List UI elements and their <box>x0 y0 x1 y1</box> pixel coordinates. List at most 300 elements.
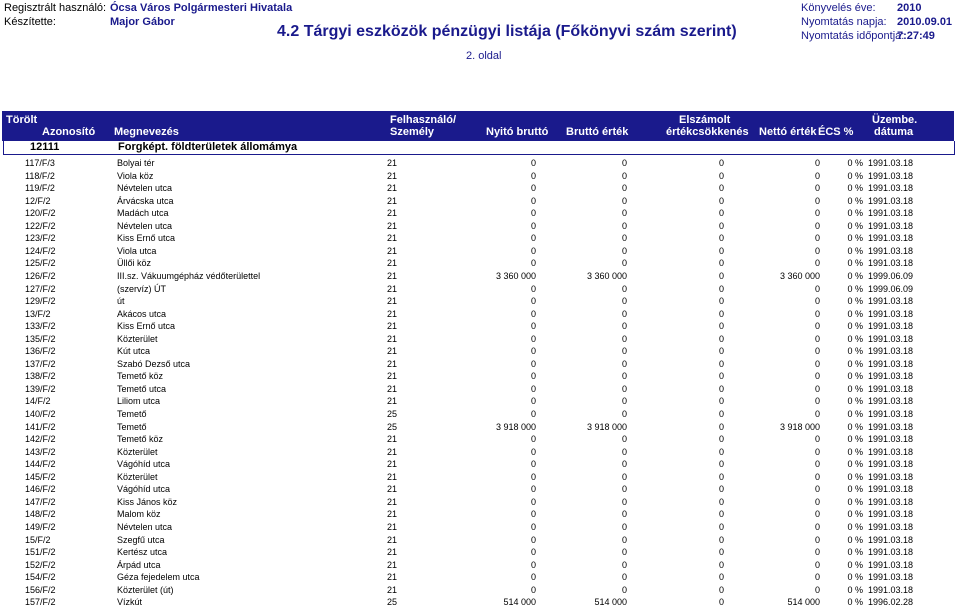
cell-ecs: 0 % <box>847 158 863 168</box>
cell-megnevezes: Temető <box>117 421 147 432</box>
cell-azonosito: 145/F/2 <box>25 471 56 482</box>
cell-felhasznalo: 21 <box>387 158 398 168</box>
print-time-value: 7:27:49 <box>897 30 935 42</box>
cell-nyito-brutto: 0 <box>530 321 536 332</box>
cell-uzembe-datum: 1991.03.18 <box>868 346 914 357</box>
cell-uzembe-datum: 1999.06.09 <box>868 283 914 294</box>
col-megnevezes: Megnevezés <box>114 126 179 138</box>
cell-nyito-brutto: 0 <box>530 258 536 269</box>
cell-nyito-brutto: 0 <box>530 233 536 244</box>
cell-megnevezes: Üllői köz <box>117 258 152 269</box>
group-name: Forgképt. földterületek állomámya <box>118 141 298 153</box>
cell-ecs: 0 % <box>847 270 863 281</box>
cell-elszamolt: 0 <box>718 195 724 206</box>
cell-azonosito: 147/F/2 <box>25 496 56 507</box>
table-row <box>0 483 960 496</box>
cell-nyito-brutto: 0 <box>530 446 536 457</box>
cell-megnevezes: (szervíz) ÚT <box>117 283 166 294</box>
cell-felhasznalo: 21 <box>387 572 398 583</box>
table-row <box>0 421 960 434</box>
cell-nyito-brutto: 0 <box>530 358 536 369</box>
cell-felhasznalo: 21 <box>387 183 398 194</box>
table-row <box>0 559 960 572</box>
cell-netto-ertek: 0 <box>814 208 820 219</box>
cell-brutto-ertek: 0 <box>621 346 627 357</box>
table-row <box>0 270 960 283</box>
cell-felhasznalo: 21 <box>387 446 398 457</box>
cell-nyito-brutto: 0 <box>530 471 536 482</box>
table-row <box>0 383 960 396</box>
cell-megnevezes: Malom köz <box>117 509 161 520</box>
cell-megnevezes: Madách utca <box>117 208 169 219</box>
cell-nyito-brutto: 0 <box>530 572 536 583</box>
cell-netto-ertek: 0 <box>814 321 820 332</box>
cell-brutto-ertek: 0 <box>621 208 627 219</box>
cell-netto-ertek: 0 <box>814 170 820 181</box>
cell-uzembe-datum: 1991.03.18 <box>868 183 914 194</box>
cell-uzembe-datum: 1991.03.18 <box>868 434 914 445</box>
table-row <box>0 320 960 333</box>
cell-brutto-ertek: 0 <box>621 220 627 231</box>
cell-azonosito: 122/F/2 <box>25 220 56 231</box>
cell-elszamolt: 0 <box>718 496 724 507</box>
col-felhasznalo: Felhasználó/ <box>390 114 457 126</box>
cell-azonosito: 117/F/3 <box>25 158 55 168</box>
cell-elszamolt: 0 <box>718 208 724 219</box>
table-row <box>0 345 960 358</box>
cell-netto-ertek: 0 <box>814 484 820 495</box>
cell-brutto-ertek: 3 918 000 <box>586 421 627 432</box>
cell-nyito-brutto: 0 <box>530 534 536 545</box>
cell-megnevezes: Közterület <box>117 333 158 344</box>
cell-elszamolt: 0 <box>718 283 724 294</box>
cell-nyito-brutto: 0 <box>530 195 536 206</box>
cell-netto-ertek: 0 <box>814 396 820 407</box>
cell-nyito-brutto: 514 000 <box>503 597 536 608</box>
cell-azonosito: 136/F/2 <box>25 346 56 357</box>
cell-netto-ertek: 0 <box>814 409 820 419</box>
cell-uzembe-datum: 1991.03.18 <box>868 409 914 419</box>
col-brutto-ertek: Bruttó érték <box>566 126 629 138</box>
col-datuma: dátuma <box>874 126 914 138</box>
cell-brutto-ertek: 0 <box>621 509 627 520</box>
cell-ecs: 0 % <box>847 484 863 495</box>
cell-ecs: 0 % <box>847 446 863 457</box>
cell-ecs: 0 % <box>847 534 863 545</box>
cell-nyito-brutto: 0 <box>530 333 536 344</box>
print-time-label: Nyomtatás időpontja: <box>801 30 905 42</box>
col-nyito-brutto: Nyitó bruttó <box>486 126 549 138</box>
cell-megnevezes: Temető köz <box>117 434 164 445</box>
table-row <box>0 358 960 371</box>
table-row <box>0 157 960 170</box>
cell-ecs: 0 % <box>847 346 863 357</box>
cell-ecs: 0 % <box>847 371 863 382</box>
cell-ecs: 0 % <box>847 547 863 558</box>
cell-brutto-ertek: 3 360 000 <box>586 270 627 281</box>
cell-nyito-brutto: 0 <box>530 308 536 319</box>
col-azonosito: Azonosító <box>42 126 96 138</box>
cell-netto-ertek: 0 <box>814 547 820 558</box>
group-header <box>3 141 955 155</box>
cell-nyito-brutto: 0 <box>530 220 536 231</box>
cell-felhasznalo: 21 <box>387 547 398 558</box>
cell-azonosito: 137/F/2 <box>25 358 56 369</box>
table-row <box>0 433 960 446</box>
cell-brutto-ertek: 0 <box>621 233 627 244</box>
author-value: Major Gábor <box>110 16 175 28</box>
cell-netto-ertek: 0 <box>814 195 820 206</box>
cell-brutto-ertek: 0 <box>621 296 627 307</box>
cell-uzembe-datum: 1991.03.18 <box>868 308 914 319</box>
cell-megnevezes: Kút utca <box>117 346 151 357</box>
cell-azonosito: 139/F/2 <box>25 383 56 394</box>
cell-elszamolt: 0 <box>718 409 724 419</box>
col-torolt: Törölt <box>6 114 38 126</box>
table-row <box>0 295 960 308</box>
col-ertekcsokkenes: értékcsökkenés <box>666 126 749 138</box>
table-row <box>0 182 960 195</box>
table-row <box>0 308 960 321</box>
cell-nyito-brutto: 0 <box>530 183 536 194</box>
cell-uzembe-datum: 1991.03.18 <box>868 396 914 407</box>
cell-felhasznalo: 21 <box>387 471 398 482</box>
cell-netto-ertek: 0 <box>814 220 820 231</box>
col-ecs: ÉCS % <box>818 126 854 138</box>
cell-azonosito: 127/F/2 <box>25 283 56 294</box>
cell-uzembe-datum: 1991.03.18 <box>868 358 914 369</box>
cell-azonosito: 126/F/2 <box>25 270 56 281</box>
cell-elszamolt: 0 <box>718 371 724 382</box>
cell-azonosito: 13/F/2 <box>25 308 51 319</box>
cell-uzembe-datum: 1991.03.18 <box>868 321 914 332</box>
cell-elszamolt: 0 <box>718 459 724 470</box>
cell-brutto-ertek: 0 <box>621 170 627 181</box>
cell-uzembe-datum: 1991.03.18 <box>868 195 914 206</box>
cell-brutto-ertek: 0 <box>621 258 627 269</box>
cell-megnevezes: Kertész utca <box>117 547 168 558</box>
cell-uzembe-datum: 1991.03.18 <box>868 459 914 470</box>
cell-elszamolt: 0 <box>718 446 724 457</box>
col-elszamolt: Elszámolt <box>679 114 731 126</box>
cell-nyito-brutto: 0 <box>530 346 536 357</box>
cell-nyito-brutto: 0 <box>530 383 536 394</box>
year-label: Könyvelés éve: <box>801 2 876 14</box>
cell-megnevezes: Névtelen utca <box>117 220 173 231</box>
cell-ecs: 0 % <box>847 471 863 482</box>
cell-nyito-brutto: 3 918 000 <box>495 421 536 432</box>
cell-nyito-brutto: 0 <box>530 496 536 507</box>
cell-uzembe-datum: 1991.03.18 <box>868 296 914 307</box>
cell-nyito-brutto: 0 <box>530 584 536 595</box>
cell-azonosito: 156/F/2 <box>25 584 56 595</box>
cell-ecs: 0 % <box>847 245 863 256</box>
cell-netto-ertek: 0 <box>814 496 820 507</box>
cell-azonosito: 120/F/2 <box>25 208 56 219</box>
cell-ecs: 0 % <box>847 597 863 608</box>
cell-azonosito: 146/F/2 <box>25 484 56 495</box>
cell-ecs: 0 % <box>847 233 863 244</box>
cell-brutto-ertek: 0 <box>621 547 627 558</box>
table-row <box>0 546 960 559</box>
cell-felhasznalo: 25 <box>387 421 398 432</box>
cell-azonosito: 157/F/2 <box>25 597 56 608</box>
cell-megnevezes: Szabó Dezső utca <box>117 358 191 369</box>
cell-felhasznalo: 21 <box>387 521 398 532</box>
cell-brutto-ertek: 0 <box>621 245 627 256</box>
cell-nyito-brutto: 0 <box>530 245 536 256</box>
cell-netto-ertek: 0 <box>814 158 820 168</box>
cell-elszamolt: 0 <box>718 484 724 495</box>
cell-felhasznalo: 21 <box>387 220 398 231</box>
column-header-bar <box>2 111 954 141</box>
table-row <box>0 395 960 408</box>
cell-brutto-ertek: 0 <box>621 321 627 332</box>
cell-felhasznalo: 21 <box>387 396 398 407</box>
cell-uzembe-datum: 1991.03.18 <box>868 496 914 507</box>
cell-felhasznalo: 25 <box>387 409 398 419</box>
table-row <box>0 496 960 509</box>
cell-elszamolt: 0 <box>718 170 724 181</box>
cell-megnevezes: Névtelen utca <box>117 521 173 532</box>
cell-elszamolt: 0 <box>718 258 724 269</box>
cell-megnevezes: Géza fejedelem utca <box>117 572 200 583</box>
cell-felhasznalo: 21 <box>387 308 398 319</box>
col-netto-ertek: Nettó érték <box>759 126 817 138</box>
cell-felhasznalo: 21 <box>387 346 398 357</box>
cell-ecs: 0 % <box>847 183 863 194</box>
cell-ecs: 0 % <box>847 572 863 583</box>
cell-brutto-ertek: 0 <box>621 409 627 419</box>
cell-elszamolt: 0 <box>718 158 724 168</box>
cell-netto-ertek: 0 <box>814 283 820 294</box>
cell-ecs: 0 % <box>847 358 863 369</box>
cell-azonosito: 141/F/2 <box>25 421 56 432</box>
cell-uzembe-datum: 1991.03.18 <box>868 333 914 344</box>
table-row <box>0 283 960 296</box>
cell-azonosito: 144/F/2 <box>25 459 56 470</box>
cell-uzembe-datum: 1991.03.18 <box>868 208 914 219</box>
cell-nyito-brutto: 0 <box>530 283 536 294</box>
cell-felhasznalo: 21 <box>387 496 398 507</box>
table-row <box>0 195 960 208</box>
cell-uzembe-datum: 1991.03.18 <box>868 158 914 168</box>
cell-nyito-brutto: 0 <box>530 371 536 382</box>
cell-ecs: 0 % <box>847 396 863 407</box>
table-row <box>0 333 960 346</box>
cell-megnevezes: Bolyai tér <box>117 158 155 168</box>
cell-netto-ertek: 0 <box>814 534 820 545</box>
cell-netto-ertek: 0 <box>814 358 820 369</box>
cell-ecs: 0 % <box>847 383 863 394</box>
cell-netto-ertek: 0 <box>814 446 820 457</box>
cell-uzembe-datum: 1996.02.28 <box>868 597 914 608</box>
cell-nyito-brutto: 0 <box>530 409 536 419</box>
cell-felhasznalo: 21 <box>387 371 398 382</box>
cell-megnevezes: Közterület <box>117 471 158 482</box>
cell-azonosito: 135/F/2 <box>25 333 56 344</box>
table-row <box>0 471 960 484</box>
table-row <box>0 596 960 609</box>
cell-elszamolt: 0 <box>718 572 724 583</box>
cell-uzembe-datum: 1991.03.18 <box>868 258 914 269</box>
cell-uzembe-datum: 1991.03.18 <box>868 547 914 558</box>
cell-ecs: 0 % <box>847 220 863 231</box>
cell-nyito-brutto: 0 <box>530 296 536 307</box>
cell-felhasznalo: 21 <box>387 559 398 570</box>
cell-megnevezes: Akácos utca <box>117 308 167 319</box>
cell-nyito-brutto: 0 <box>530 208 536 219</box>
cell-elszamolt: 0 <box>718 434 724 445</box>
cell-elszamolt: 0 <box>718 396 724 407</box>
table-row <box>0 245 960 258</box>
table-row <box>0 508 960 521</box>
cell-megnevezes: Árpád utca <box>117 559 161 570</box>
table-row <box>0 458 960 471</box>
cell-uzembe-datum: 1991.03.18 <box>868 371 914 382</box>
cell-uzembe-datum: 1991.03.18 <box>868 245 914 256</box>
cell-felhasznalo: 21 <box>387 584 398 595</box>
cell-brutto-ertek: 0 <box>621 195 627 206</box>
cell-brutto-ertek: 0 <box>621 308 627 319</box>
cell-brutto-ertek: 0 <box>621 396 627 407</box>
cell-elszamolt: 0 <box>718 321 724 332</box>
cell-netto-ertek: 0 <box>814 296 820 307</box>
registered-user-value: Ócsa Város Polgármesteri Hivatala <box>110 2 293 14</box>
cell-felhasznalo: 21 <box>387 383 398 394</box>
cell-netto-ertek: 0 <box>814 346 820 357</box>
cell-brutto-ertek: 0 <box>621 283 627 294</box>
cell-netto-ertek: 3 918 000 <box>779 421 820 432</box>
cell-megnevezes: Liliom utca <box>117 396 161 407</box>
cell-megnevezes: Szegfű utca <box>117 534 165 545</box>
cell-azonosito: 118/F/2 <box>25 170 55 181</box>
cell-netto-ertek: 0 <box>814 383 820 394</box>
cell-brutto-ertek: 0 <box>621 572 627 583</box>
cell-ecs: 0 % <box>847 459 863 470</box>
cell-nyito-brutto: 0 <box>530 521 536 532</box>
cell-brutto-ertek: 0 <box>621 383 627 394</box>
cell-ecs: 0 % <box>847 195 863 206</box>
cell-ecs: 0 % <box>847 421 863 432</box>
cell-nyito-brutto: 0 <box>530 559 536 570</box>
cell-uzembe-datum: 1991.03.18 <box>868 471 914 482</box>
table-row <box>0 584 960 597</box>
cell-elszamolt: 0 <box>718 383 724 394</box>
year-value: 2010 <box>897 2 922 14</box>
cell-brutto-ertek: 0 <box>621 496 627 507</box>
cell-nyito-brutto: 0 <box>530 459 536 470</box>
cell-netto-ertek: 0 <box>814 559 820 570</box>
cell-felhasznalo: 21 <box>387 534 398 545</box>
cell-azonosito: 143/F/2 <box>25 446 56 457</box>
cell-netto-ertek: 0 <box>814 258 820 269</box>
cell-megnevezes: Vízkút <box>117 597 143 608</box>
cell-megnevezes: Viola köz <box>117 170 154 181</box>
page-number: 2. oldal <box>466 50 502 62</box>
cell-megnevezes: Temető utca <box>117 383 167 394</box>
cell-elszamolt: 0 <box>718 534 724 545</box>
cell-felhasznalo: 21 <box>387 208 398 219</box>
cell-ecs: 0 % <box>847 296 863 307</box>
registered-user-label: Regisztrált használó: <box>4 2 107 14</box>
cell-felhasznalo: 21 <box>387 233 398 244</box>
cell-azonosito: 129/F/2 <box>25 296 56 307</box>
cell-ecs: 0 % <box>847 434 863 445</box>
cell-felhasznalo: 21 <box>387 459 398 470</box>
cell-azonosito: 15/F/2 <box>25 534 51 545</box>
cell-brutto-ertek: 0 <box>621 446 627 457</box>
cell-netto-ertek: 0 <box>814 245 820 256</box>
cell-megnevezes: Vágóhíd utca <box>117 459 171 470</box>
cell-azonosito: 152/F/2 <box>25 559 56 570</box>
cell-netto-ertek: 0 <box>814 333 820 344</box>
cell-azonosito: 138/F/2 <box>25 371 56 382</box>
cell-ecs: 0 % <box>847 559 863 570</box>
cell-felhasznalo: 21 <box>387 296 398 307</box>
cell-uzembe-datum: 1991.03.18 <box>868 421 914 432</box>
cell-felhasznalo: 21 <box>387 333 398 344</box>
cell-elszamolt: 0 <box>718 346 724 357</box>
cell-megnevezes: Kiss János köz <box>117 496 178 507</box>
cell-azonosito: 125/F/2 <box>25 258 56 269</box>
cell-ecs: 0 % <box>847 509 863 520</box>
cell-azonosito: 119/F/2 <box>25 183 55 194</box>
cell-uzembe-datum: 1991.03.18 <box>868 233 914 244</box>
cell-nyito-brutto: 0 <box>530 434 536 445</box>
cell-azonosito: 149/F/2 <box>25 521 56 532</box>
cell-netto-ertek: 0 <box>814 471 820 482</box>
cell-elszamolt: 0 <box>718 220 724 231</box>
table-row <box>0 370 960 383</box>
cell-azonosito: 140/F/2 <box>25 409 56 419</box>
cell-azonosito: 151/F/2 <box>25 547 56 558</box>
cell-elszamolt: 0 <box>718 183 724 194</box>
print-date-value: 2010.09.01 <box>897 16 953 28</box>
table-row <box>0 207 960 220</box>
cell-brutto-ertek: 0 <box>621 534 627 545</box>
cell-felhasznalo: 21 <box>387 283 398 294</box>
cell-uzembe-datum: 1991.03.18 <box>868 170 914 181</box>
table-row <box>0 408 960 421</box>
cell-azonosito: 133/F/2 <box>25 321 56 332</box>
cell-megnevezes: Kiss Ernő utca <box>117 321 176 332</box>
cell-elszamolt: 0 <box>718 471 724 482</box>
cell-brutto-ertek: 0 <box>621 333 627 344</box>
cell-megnevezes: Névtelen utca <box>117 183 173 194</box>
cell-uzembe-datum: 1991.03.18 <box>868 484 914 495</box>
cell-netto-ertek: 514 000 <box>787 597 820 608</box>
cell-ecs: 0 % <box>847 208 863 219</box>
cell-azonosito: 124/F/2 <box>25 245 56 256</box>
cell-netto-ertek: 3 360 000 <box>779 270 820 281</box>
cell-uzembe-datum: 1991.03.18 <box>868 559 914 570</box>
cell-uzembe-datum: 1991.03.18 <box>868 446 914 457</box>
cell-elszamolt: 0 <box>718 358 724 369</box>
cell-netto-ertek: 0 <box>814 521 820 532</box>
cell-ecs: 0 % <box>847 584 863 595</box>
cell-ecs: 0 % <box>847 283 863 294</box>
cell-megnevezes: Temető köz <box>117 371 164 382</box>
table-row <box>0 521 960 534</box>
table-row <box>0 534 960 547</box>
cell-elszamolt: 0 <box>718 333 724 344</box>
cell-elszamolt: 0 <box>718 421 724 432</box>
cell-netto-ertek: 0 <box>814 584 820 595</box>
group-code: 12111 <box>30 141 60 153</box>
cell-megnevezes: Közterület (út) <box>117 584 174 595</box>
cell-megnevezes: út <box>117 296 125 307</box>
